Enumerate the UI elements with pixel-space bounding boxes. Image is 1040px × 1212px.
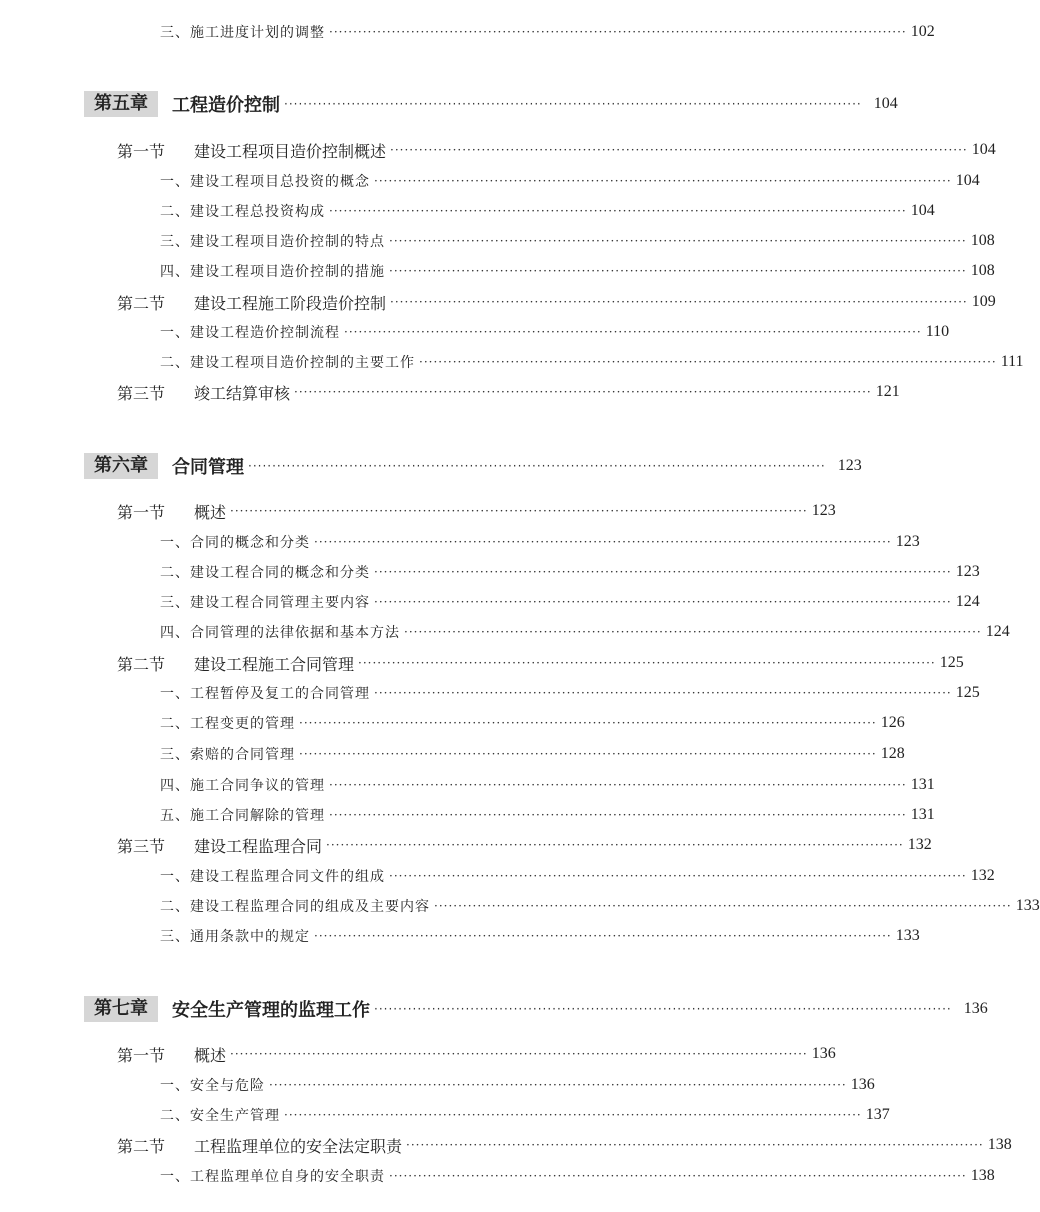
leader-dots: ························································································································	[389, 1169, 967, 1183]
page-number: 104	[955, 172, 980, 189]
item-title: 二、建设工程监理合同的组成及主要内容	[160, 899, 430, 915]
toc-item-row	[160, 230, 995, 252]
section-title: 建设工程施工合同管理	[194, 654, 355, 674]
toc-item-row	[160, 260, 995, 282]
section-number: 第二节	[117, 654, 166, 674]
item-title: 二、建设工程项目造价控制的主要工作	[160, 355, 415, 371]
leader-dots: ························································································································	[389, 234, 967, 248]
leader-dots: ························································································································	[294, 385, 872, 399]
page-number: 124	[955, 593, 980, 610]
leader-dots: ························································································································	[284, 97, 862, 111]
item-title: 三、建设工程项目造价控制的特点	[160, 234, 385, 250]
page-number: 124	[985, 623, 1010, 640]
toc-item-row	[160, 682, 980, 704]
leader-dots: ························································································································	[329, 808, 907, 822]
page-number: 131	[910, 776, 935, 793]
leader-dots: ························································································································	[374, 686, 952, 700]
item-title: 二、建设工程总投资构成	[160, 204, 325, 220]
item-title: 一、安全与危险	[160, 1078, 265, 1094]
item-title: 四、合同管理的法律依据和基本方法	[160, 625, 400, 641]
item-title: 三、建设工程合同管理主要内容	[160, 595, 370, 611]
toc-section-row	[117, 499, 836, 523]
chapter-number: 第七章	[84, 996, 158, 1022]
page-number: 123	[955, 563, 980, 580]
item-title: 一、建设工程项目总投资的概念	[160, 174, 370, 190]
item-title: 四、建设工程项目造价控制的措施	[160, 264, 385, 280]
leader-dots: ························································································································	[269, 1078, 847, 1092]
item-title: 四、施工合同争议的管理	[160, 778, 325, 794]
page-number: 131	[910, 806, 935, 823]
page-number: 104	[971, 141, 996, 158]
toc-item-row	[160, 321, 950, 343]
page-number: 123	[895, 533, 920, 550]
leader-dots: ························································································································	[374, 1002, 952, 1016]
toc-item-row	[160, 1165, 995, 1187]
page-number: 104	[873, 95, 898, 112]
page-number: 136	[811, 1045, 836, 1062]
page-number: 102	[910, 23, 935, 40]
leader-dots: ························································································································	[358, 656, 936, 670]
toc-section-row	[117, 1042, 836, 1066]
toc-item-row	[160, 351, 1024, 373]
section-title: 建设工程监理合同	[194, 836, 323, 856]
section-title: 工程监理单位的安全法定职责	[194, 1136, 403, 1156]
toc-section-row	[117, 1133, 1012, 1157]
section-title: 概述	[194, 502, 227, 522]
toc-item-row	[160, 200, 935, 222]
toc-item-row	[160, 865, 995, 887]
item-title: 三、施工进度计划的调整	[160, 25, 325, 41]
chapter-number: 第五章	[84, 91, 158, 117]
item-title: 一、建设工程造价控制流程	[160, 325, 340, 341]
item-title: 五、施工合同解除的管理	[160, 808, 325, 824]
page-number: 108	[970, 262, 995, 279]
leader-dots: ························································································································	[374, 565, 952, 579]
leader-dots: ························································································································	[329, 25, 907, 39]
toc-item-row	[160, 743, 905, 765]
section-number: 第一节	[117, 502, 166, 522]
toc-chapter-row	[84, 996, 988, 1022]
toc-item-row	[160, 1104, 890, 1126]
section-number: 第三节	[117, 383, 166, 403]
section-title: 概述	[194, 1045, 227, 1065]
page-number: 121	[875, 383, 900, 400]
leader-dots: ························································································································	[329, 204, 907, 218]
toc-item-row	[160, 925, 920, 947]
page-number: 108	[970, 232, 995, 249]
page-number: 133	[895, 927, 920, 944]
leader-dots: ························································································································	[230, 1047, 808, 1061]
page-number: 128	[880, 745, 905, 762]
page-number: 132	[970, 867, 995, 884]
toc-item-row	[160, 591, 980, 613]
toc-section-row	[117, 380, 900, 404]
toc-item-row	[160, 1074, 875, 1096]
toc-section-row	[117, 290, 996, 314]
page-number: 104	[910, 202, 935, 219]
leader-dots: ························································································································	[326, 838, 904, 852]
toc-item-row	[160, 21, 935, 43]
page-number: 133	[1015, 897, 1040, 914]
leader-dots: ························································································································	[434, 899, 1012, 913]
toc-item-row	[160, 621, 1010, 643]
leader-dots: ························································································································	[284, 1108, 862, 1122]
chapter-number: 第六章	[84, 453, 158, 479]
page-number: 111	[1000, 353, 1024, 370]
page-number: 109	[971, 293, 996, 310]
toc-item-row	[160, 895, 1040, 917]
leader-dots: ························································································································	[406, 1138, 984, 1152]
toc-item-row	[160, 531, 920, 553]
item-title: 二、安全生产管理	[160, 1108, 280, 1124]
leader-dots: ························································································································	[374, 174, 952, 188]
leader-dots: ························································································································	[329, 778, 907, 792]
section-number: 第二节	[117, 1136, 166, 1156]
page-number: 125	[939, 654, 964, 671]
chapter-title: 安全生产管理的监理工作	[172, 1000, 370, 1021]
section-title: 建设工程项目造价控制概述	[194, 141, 387, 161]
item-title: 二、工程变更的管理	[160, 716, 295, 732]
section-number: 第二节	[117, 293, 166, 313]
toc-item-row	[160, 804, 935, 826]
leader-dots: ························································································································	[344, 325, 922, 339]
toc-section-row	[117, 138, 996, 162]
leader-dots: ························································································································	[389, 264, 967, 278]
item-title: 一、工程监理单位自身的安全职责	[160, 1169, 385, 1185]
section-title: 竣工结算审核	[194, 383, 291, 403]
leader-dots: ························································································································	[390, 295, 968, 309]
item-title: 一、工程暂停及复工的合同管理	[160, 686, 370, 702]
toc-item-row	[160, 561, 980, 583]
item-title: 三、索赔的合同管理	[160, 747, 295, 763]
leader-dots: ························································································································	[299, 716, 877, 730]
toc-item-row	[160, 774, 935, 796]
chapter-title: 合同管理	[172, 457, 244, 478]
item-title: 一、合同的概念和分类	[160, 535, 310, 551]
item-title: 二、建设工程合同的概念和分类	[160, 565, 370, 581]
page-number: 132	[907, 836, 932, 853]
page-number: 125	[955, 684, 980, 701]
toc-item-row	[160, 712, 905, 734]
toc-item-row	[160, 170, 980, 192]
leader-dots: ························································································································	[419, 355, 997, 369]
leader-dots: ························································································································	[390, 143, 968, 157]
section-number: 第一节	[117, 141, 166, 161]
page-number: 123	[837, 457, 862, 474]
page-number: 138	[970, 1167, 995, 1184]
leader-dots: ························································································································	[299, 747, 877, 761]
leader-dots: ························································································································	[314, 535, 892, 549]
page-number: 110	[925, 323, 950, 340]
page-number: 136	[963, 1000, 988, 1017]
page-number: 123	[811, 502, 836, 519]
toc-chapter-row	[84, 91, 898, 117]
section-number: 第三节	[117, 836, 166, 856]
leader-dots: ························································································································	[389, 869, 967, 883]
leader-dots: ························································································································	[314, 929, 892, 943]
item-title: 三、通用条款中的规定	[160, 929, 310, 945]
toc-chapter-row	[84, 453, 862, 479]
page-number: 126	[880, 714, 905, 731]
toc-section-row	[117, 651, 964, 675]
page-number: 136	[850, 1076, 875, 1093]
page-number: 138	[987, 1136, 1012, 1153]
chapter-title: 工程造价控制	[172, 95, 280, 116]
item-title: 一、建设工程监理合同文件的组成	[160, 869, 385, 885]
section-number: 第一节	[117, 1045, 166, 1065]
leader-dots: ························································································································	[248, 459, 826, 473]
section-title: 建设工程施工阶段造价控制	[194, 293, 387, 313]
leader-dots: ························································································································	[404, 625, 982, 639]
leader-dots: ························································································································	[374, 595, 952, 609]
toc-section-row	[117, 833, 932, 857]
leader-dots: ························································································································	[230, 504, 808, 518]
page-number: 137	[865, 1106, 890, 1123]
